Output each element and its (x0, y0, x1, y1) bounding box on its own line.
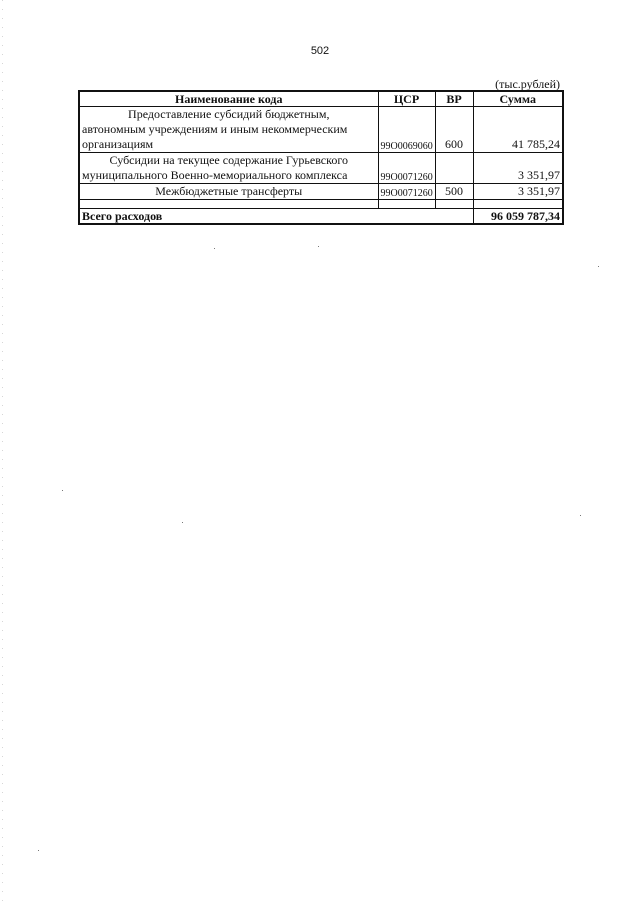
table-row (79, 107, 563, 153)
row-csr: 99О0069060 (378, 107, 435, 153)
row-name-first-line: Предоставление субсидий бюджетным, (128, 107, 330, 121)
row-vr: 600 (435, 107, 473, 153)
page-number: 502 (310, 45, 330, 57)
row-name-rest: автономным учреждениям и иным некоммерческим организациям (82, 122, 348, 151)
scan-speck (318, 246, 319, 247)
row-sum: 41 785,24 (473, 107, 563, 153)
row-name-first-line: Субсидии на текущее содержание Гурьевского (109, 153, 348, 167)
scan-speck (214, 248, 215, 249)
row-name (79, 153, 378, 184)
scan-edge-artifact (2, 0, 3, 905)
scan-speck (598, 266, 599, 267)
row-sum: 3 351,97 (473, 153, 563, 184)
header-sum: Сумма (473, 91, 563, 107)
table-header-row (79, 91, 563, 107)
row-csr: 99О0071260 (378, 184, 435, 200)
row-vr (435, 153, 473, 184)
scan-speck (38, 850, 39, 851)
header-name: Наименование кода (79, 91, 378, 107)
row-name-rest: муниципального Военно-мемориального комплекса (82, 168, 348, 182)
total-sum: 96 059 787,34 (473, 209, 563, 225)
row-name (79, 107, 378, 153)
table-row (79, 153, 563, 184)
unit-label: (тыс.рублей) (495, 77, 560, 91)
scan-speck (182, 522, 183, 523)
table-spacer-row (79, 200, 563, 209)
expenditure-table (78, 90, 564, 225)
total-label: Всего расходов (79, 209, 473, 225)
row-sum: 3 351,97 (473, 184, 563, 200)
header-csr: ЦСР (378, 91, 435, 107)
row-csr: 99О0071260 (378, 153, 435, 184)
total-row (79, 209, 563, 225)
table-row (79, 184, 563, 200)
header-vr: ВР (435, 91, 473, 107)
scan-speck (62, 490, 63, 491)
row-name (79, 184, 378, 200)
scan-speck (580, 515, 581, 516)
row-vr: 500 (435, 184, 473, 200)
row-name-first-line: Межбюджетные трансферты (155, 184, 303, 198)
